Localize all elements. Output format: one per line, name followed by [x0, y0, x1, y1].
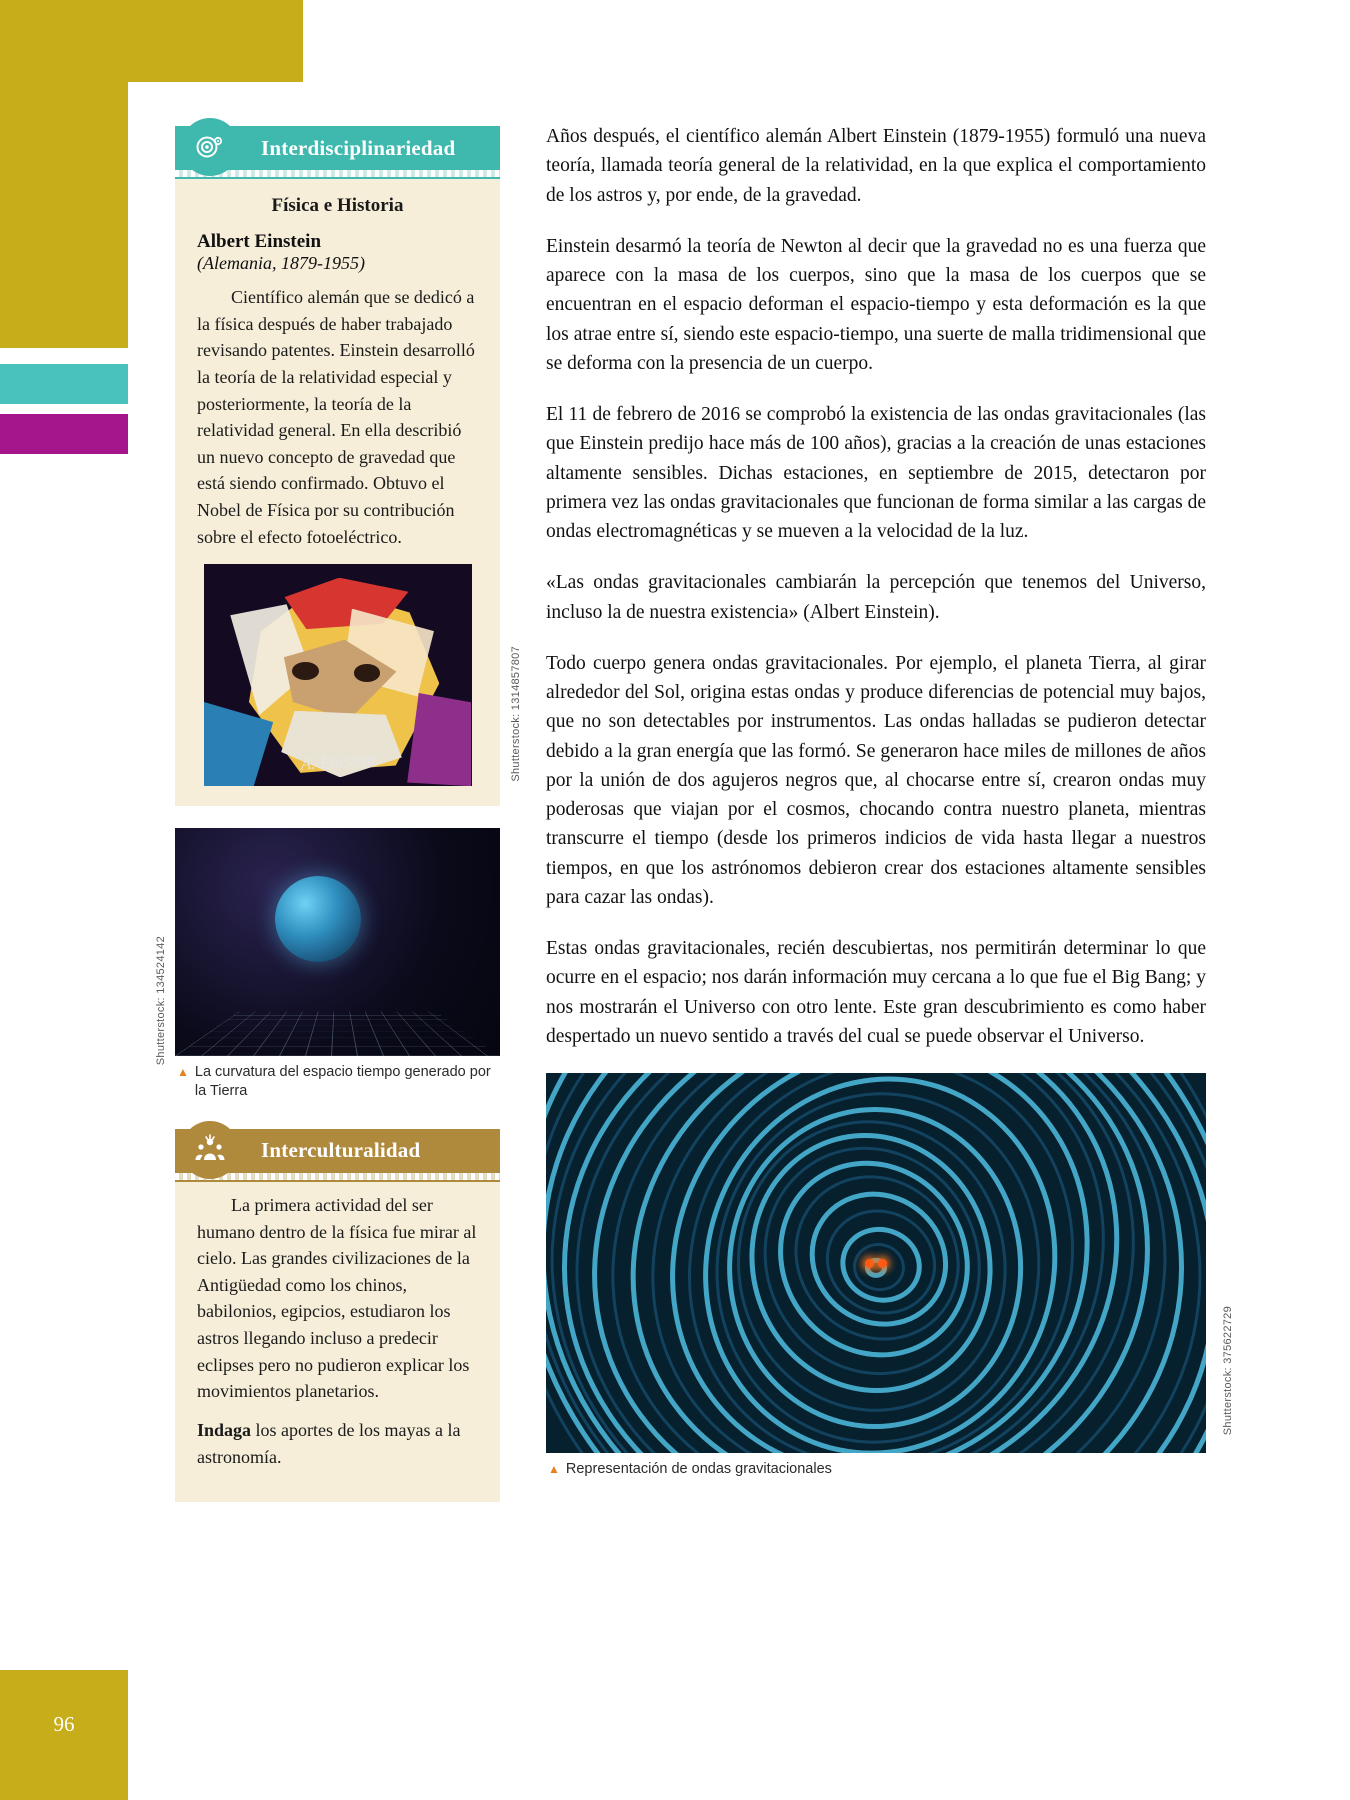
interdisciplinariedad-header [175, 126, 500, 170]
gravitational-waves-figure [546, 1073, 1234, 1477]
paragraph-5: Todo cuerpo genera ondas gravitacionales. Por ejemplo, el planeta Tierra, al girar alrededor del Sol, origina estas ondas y produce diferencias de potencial muy bajos, que no son detectables por instrumentos. Las ondas halladas se pudieron detectar debido a la gran energía que las formó. Se generaron hace miles de millones de años por la unión de dos agujeros negros que, al chocarse entre sí, crearon ondas muy poderosas que viajan por el cosmos, chocando contra nuestro planeta, mientras transcurre el tiempo (desde los primeros indicios de vida hasta llegar a nuestros tiempos, en que los astrónomos debieron crear dos estaciones altamente sensibles para cazar las ondas). [546, 652, 1206, 908]
interdisciplinariedad-text [197, 284, 478, 550]
interdisciplinariedad-paragraph: Científico alemán que se dedicó a la física después de haber trabajado revisando patentes. Einstein desarrolló la teoría de la relatividad especial y posteriormente, la teoría de la relatividad general. En ella describió un nuevo concepto de gravedad que está siendo confirmado. Obtuvo el Nobel de Física por su contribución sobre el efecto fotoeléctrico. [197, 287, 475, 547]
person-name: Albert Einstein [197, 231, 322, 252]
einstein-portrait-image [204, 564, 472, 786]
interculturalidad-paragraph: La primera actividad del ser humano dentro de la física fue mirar al cielo. Las grandes civilizaciones de la Antigüedad como los chinos, babilonios, egipcios, estudiaron los astros llegando incluso a predecir eclipses pero no pudieron explicar los movimientos planetarios. [197, 1194, 477, 1402]
decor-purple-bar [0, 414, 128, 454]
interculturalidad-title: Interculturalidad [261, 1138, 421, 1163]
paragraph-4-quote: «Las ondas gravitacionales cambiarán la percepción que tenemos del Universo, incluso la de nuestra existencia» (Albert Einstein). [546, 572, 1206, 623]
caption-triangle-icon: ▲ [177, 1065, 189, 1080]
decor-gold-block-large [0, 0, 128, 348]
einstein-signature: A. Einstein [299, 749, 376, 774]
earth-figure-caption [175, 1056, 500, 1101]
sidebar-column [155, 126, 522, 1502]
person-origin: (Alemania, 1879-1955) [197, 253, 365, 273]
interdisciplinariedad-body [175, 179, 500, 806]
paragraph-3: El 11 de febrero de 2016 se comprobó la existencia de las ondas gravitacionales (las que Einstein predijo hace más de 100 años), gracias a la creación de unas estaciones altamente sensibles. Dichas estaciones, en septiembre de 2015, detectaron por primera vez las ondas gravitacionales que funcionan de forma similar a las cargas de ondas electromagnéticas y se mueven a la velocidad de la luz. [546, 404, 1206, 542]
earth-spacetime-figure [155, 828, 500, 1101]
waves-caption-text: Representación de ondas gravitacionales [565, 1461, 832, 1477]
task-rest: los aportes de los mayas a la astronomía. [197, 1419, 461, 1467]
decor-teal-bar [0, 364, 128, 404]
paragraph-1: Años después, el científico alemán Albert Einstein (1879-1955) formuló una nueva teoría, llamada teoría general de la relatividad, en la que explica el comportamiento de los astros y, por ende, de la gravedad. [546, 126, 1206, 206]
waves-figure-caption [546, 1453, 1206, 1479]
page-number: 96 [53, 1712, 75, 1736]
people-group-icon [181, 1121, 239, 1179]
earth-caption-text: La curvatura del espacio tiempo generado por la Tierra [194, 1064, 491, 1100]
interculturalidad-body [175, 1182, 500, 1502]
decor-gold-block-top [128, 0, 303, 82]
paragraph-2: Einstein desarmó la teoría de Newton al decir que la gravedad no es una fuerza que aparece con la masa de los cuerpos, sino que la masa de los cuerpos que se encuentran en el espacio deforman el espacio-tiempo y esta deformación es la que los atrae entre sí, siendo este espacio-tiempo, una suerte de malla tridimensional que se deforma con la presencia de un cuerpo. [546, 235, 1206, 374]
interculturalidad-text [197, 1192, 478, 1470]
binary-black-hole-core [863, 1257, 889, 1269]
interdisciplinariedad-subtitle: Física e Historia [271, 195, 404, 216]
interdisciplinariedad-title: Interdisciplinariedad [261, 135, 456, 160]
target-spiral-icon [181, 118, 239, 176]
interdisciplinariedad-box [175, 126, 522, 806]
einstein-image-credit: Shutterstock: 1314857807 [510, 646, 522, 782]
waves-image-credit: Shutterstock: 375622729 [1222, 1305, 1234, 1435]
interculturalidad-header [175, 1129, 500, 1173]
earth-image-credit: Shutterstock: 134524142 [155, 935, 167, 1065]
gravitational-waves-image [546, 1073, 1206, 1453]
task-lead: Indaga [197, 1419, 252, 1440]
interculturalidad-box [175, 1129, 500, 1502]
main-text-column [546, 122, 1234, 1477]
caption-triangle-icon-2: ▲ [548, 1462, 560, 1476]
paragraph-6: Estas ondas gravitacionales, recién descubiertas, nos permitirán determinar lo que ocurre en el espacio; nos darán información muy cercana a lo que fue el Big Bang; y nos mostrarán el Universo con otro lente. Este gran descubrimiento es como haber despertado un nuevo sentido a través del cual se puede observar el Universo. [546, 938, 1206, 1047]
interculturalidad-task [197, 1417, 478, 1470]
earth-spacetime-image [175, 828, 500, 1056]
